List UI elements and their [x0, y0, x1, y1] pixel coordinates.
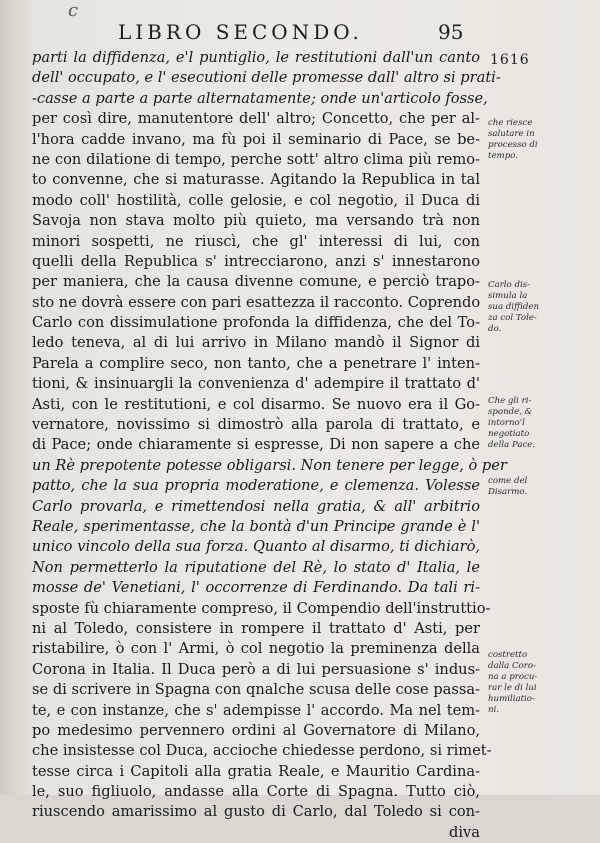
text-line: per così dire, manutentore dell' altro; Concetto, che per al- — [32, 110, 480, 128]
text-line: Asti, con le restitutioni, e col disarmo. Se nuovo era il Go- — [32, 395, 480, 413]
text-line: tesse circa i Capitoli alla gratia Reale, e Mauritio Cardina- — [32, 762, 480, 780]
margin-note-line: Che gli ri- — [488, 396, 532, 406]
text-line: se di scrivere in Spagna con qnalche scusa delle cose passa- — [32, 681, 480, 699]
running-title: LIBRO SECONDO. — [118, 20, 363, 44]
margin-note-line: intorno'l — [488, 418, 525, 428]
margin-note-line: sua diffiden — [488, 302, 540, 312]
text-line: Savoja non stava molto più quieto, ma versando trà non — [32, 212, 480, 230]
text-line: sto ne dovrà essere con pari esattezza il racconto. Coprendo — [32, 293, 481, 311]
text-line: per maniera, che la causa divenne comune, e perciò trapo- — [32, 273, 480, 291]
text-line: riuscendo amarissimo al gusto di Carlo, dal Toledo si con- — [32, 803, 480, 821]
text-line: le, suo figliuolo, andasse alla Corte di Spagna. Tutto ciò, — [32, 783, 480, 801]
margin-note-line: sponde, & — [488, 407, 533, 417]
margin-note-line: salutare in — [488, 129, 535, 139]
text-line: parti la diffidenza, e'l puntiglio, le restitutioni dall'un canto — [32, 49, 480, 66]
text-line: Parela a complire seco, non tanto, che a penetrare l' inten- — [32, 354, 480, 372]
margin-note-line: costretto — [488, 650, 528, 660]
text-line: unico vincolo della sua forza. Quanto al disarmo, ti dichiarò, — [32, 538, 480, 556]
text-line: Non permetterlo la riputatione del Rè, lo stato d' Italia, le — [32, 558, 480, 576]
text-line: vernatore, novissimo si dimostrò alla parola di trattato, e — [32, 416, 480, 434]
margin-note — [488, 650, 588, 716]
text-line: di Pace; onde chiaramente si espresse, Di non sapere a che — [32, 436, 480, 454]
text-line: -casse a parte a parte alternatamente; onde un'articolo fosse, — [32, 89, 488, 107]
margin-note-line: do. — [488, 324, 502, 334]
text-line: ristabilire, ò con l' Armi, ò col negotio la preminenza della — [32, 640, 480, 658]
text-line: ledo teneva, al di lui arrivo in Milano mandò il Signor di — [32, 334, 480, 352]
text-line: che insistesse col Duca, accioche chiedesse perdono, si rimet- — [32, 742, 492, 760]
margin-note-line: processo di — [488, 140, 538, 150]
text-line: Carlo provarla, e rimettendosi nella gratia, & all' arbitrio — [32, 497, 480, 515]
ink-mark: c — [68, 0, 79, 21]
margin-note — [488, 396, 588, 451]
text-line: ni al Toledo, consistere in rompere il trattato d' Asti, per — [32, 619, 480, 637]
catchword: diva — [449, 823, 480, 841]
margin-note-line: che riesce — [488, 118, 533, 128]
text-line: dell' occupato, e l' esecutioni delle promesse dall' altro si prati- — [32, 69, 501, 87]
year-marginal: 1616 — [490, 52, 530, 68]
text-line: to convenne, che si maturasse. Agitando la Republica in tal — [32, 171, 480, 189]
text-line: ne con dilatione di tempo, perche sott' altro clima più remo- — [32, 150, 480, 168]
text-line: tioni, & insinuargli la convenienza d' adempire il trattato d' — [32, 375, 480, 393]
margin-note-line: za col Tole- — [488, 313, 537, 323]
margin-note-line: humiliatio- — [488, 694, 535, 704]
text-line: Reale, sperimentasse, che la bontà d'un Principe grande è l' — [32, 517, 480, 535]
text-line: patto, che la sua propria moderatione, e clemenza. Volesse — [32, 477, 480, 495]
margin-note-line: della Pace. — [488, 440, 536, 450]
margin-note-line: Disarmo. — [488, 487, 528, 497]
text-line: Corona in Italia. Il Duca però a di lui persuasione s' indus- — [32, 660, 480, 678]
text-line: mosse de' Venetiani, l' occorrenze di Ferdinando. Da tali ri- — [32, 579, 480, 597]
text-line: modo coll' hostilità, colle gelosie, e col negotio, il Duca di — [32, 191, 480, 209]
margin-note-line: rar le di lui — [488, 683, 537, 693]
margin-note-line: na a procu- — [488, 672, 538, 682]
text-line: te, e con instanze, che s' adempisse l' accordo. Ma nel tem- — [32, 701, 480, 719]
margin-note-line: simula la — [488, 291, 528, 301]
margin-note-line: come del — [488, 476, 528, 486]
margin-note-line: negotiato — [488, 429, 530, 439]
text-line: quelli della Republica s' intrecciarono, anzi s' innestarono — [32, 252, 480, 270]
text-line: sposte fù chiaramente compreso, il Compendio dell'instruttio- — [32, 599, 491, 617]
margin-note — [488, 476, 588, 498]
text-line: minori sospetti, ne riuscì, che gl' interessi di lui, con — [32, 232, 480, 250]
margin-note — [488, 118, 588, 162]
text-line: po medesimo pervennero ordini al Governatore di Milano, — [32, 721, 480, 739]
margin-note-line: dalla Coro- — [488, 661, 536, 671]
text-line: un Rè prepotente potesse obligarsi. Non tenere per legge, ò per — [32, 456, 507, 474]
text-line: Carlo con dissimulatione profonda la diffidenza, che del To- — [32, 314, 480, 332]
margin-note — [488, 280, 588, 335]
margin-note-line: Carlo dis- — [488, 280, 531, 290]
text-line: l'hora cadde invano, ma fù poi il seminario di Pace, se be- — [32, 130, 480, 148]
margin-note-line: ni. — [488, 705, 500, 715]
margin-note-line: tempo. — [488, 151, 518, 161]
page-number: 95 — [438, 20, 464, 44]
